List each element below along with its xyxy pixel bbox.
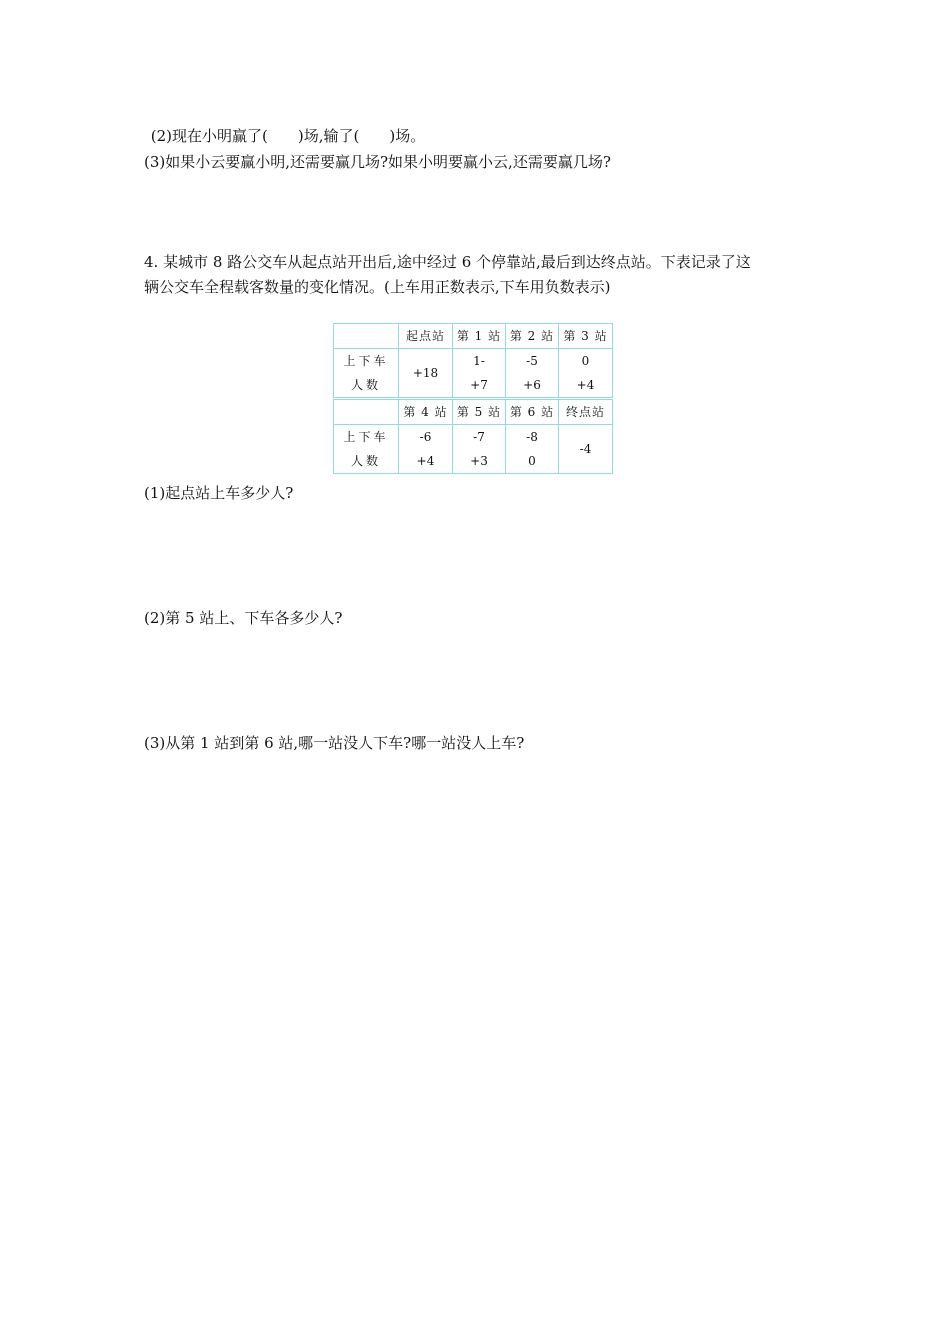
value-station-4 <box>399 425 453 474</box>
value-station-4-a: -6 <box>419 430 432 444</box>
value-station-1-b: +7 <box>470 378 488 392</box>
row-label-line-1: 上下车 <box>343 430 389 444</box>
value-station-1 <box>453 349 506 399</box>
table-header-row <box>334 324 613 349</box>
value-station-3-b: +4 <box>576 378 595 392</box>
value-station-6 <box>506 425 559 474</box>
problem-4-statement-line-1: 4. 某城市 8 路公交车从起点站开出后,途中经过 6 个停靠站,最后到达终点站。下表记录了这 <box>144 253 751 271</box>
question-2-blank-line: (2)现在小明赢了( )场,输了( )场。 <box>146 127 426 145</box>
value-start-station <box>399 349 453 399</box>
value-start-station-a: +18 <box>412 366 439 380</box>
value-station-6-b: 0 <box>528 454 536 468</box>
header-station-3: 第 3 站 <box>559 324 613 349</box>
value-station-2-a: -5 <box>526 354 538 368</box>
sub-question-2: (2)第 5 站上、下车各多少人? <box>144 609 343 627</box>
table-corner-cell <box>334 399 399 425</box>
row-label-cell <box>334 349 399 399</box>
row-label-line-2: 人数 <box>350 378 381 392</box>
sub-question-3: (3)从第 1 站到第 6 站,哪一站没人下车?哪一站没人上车? <box>144 734 525 752</box>
value-station-2-b: +6 <box>523 378 541 392</box>
sub-question-1: (1)起点站上车多少人? <box>144 484 294 502</box>
row-label-line-1: 上下车 <box>343 354 389 368</box>
value-terminal-station-a: -4 <box>579 442 592 456</box>
table-row <box>334 349 613 399</box>
value-station-3 <box>559 349 613 399</box>
value-station-5-b: +3 <box>470 454 488 468</box>
table-row <box>334 425 613 474</box>
value-station-3-a: 0 <box>581 354 590 368</box>
header-terminal-station: 终点站 <box>559 399 613 425</box>
value-station-1-a: 1- <box>473 354 485 368</box>
header-station-2: 第 2 站 <box>506 324 559 349</box>
problem-4-statement-line-2: 辆公交车全程载客数量的变化情况。(上车用正数表示,下车用负数表示) <box>144 278 611 296</box>
value-station-6-a: -8 <box>526 430 538 444</box>
bus-passenger-table <box>333 323 613 474</box>
value-station-2 <box>506 349 559 399</box>
question-3-text: (3)如果小云要赢小明,还需要赢几场?如果小明要赢小云,还需要赢几场? <box>144 153 611 171</box>
header-station-6: 第 6 站 <box>506 399 559 425</box>
value-station-5 <box>453 425 506 474</box>
row-label-line-2: 人数 <box>350 454 381 468</box>
header-station-4: 第 4 站 <box>399 399 453 425</box>
value-station-4-b: +4 <box>416 454 435 468</box>
header-start-station: 起点站 <box>399 324 453 349</box>
table-corner-cell <box>334 324 399 349</box>
header-station-1: 第 1 站 <box>453 324 506 349</box>
header-station-5: 第 5 站 <box>453 399 506 425</box>
value-station-5-a: -7 <box>473 430 485 444</box>
row-label-cell <box>334 425 399 474</box>
value-terminal-station <box>559 425 613 474</box>
table-header-row <box>334 399 613 425</box>
